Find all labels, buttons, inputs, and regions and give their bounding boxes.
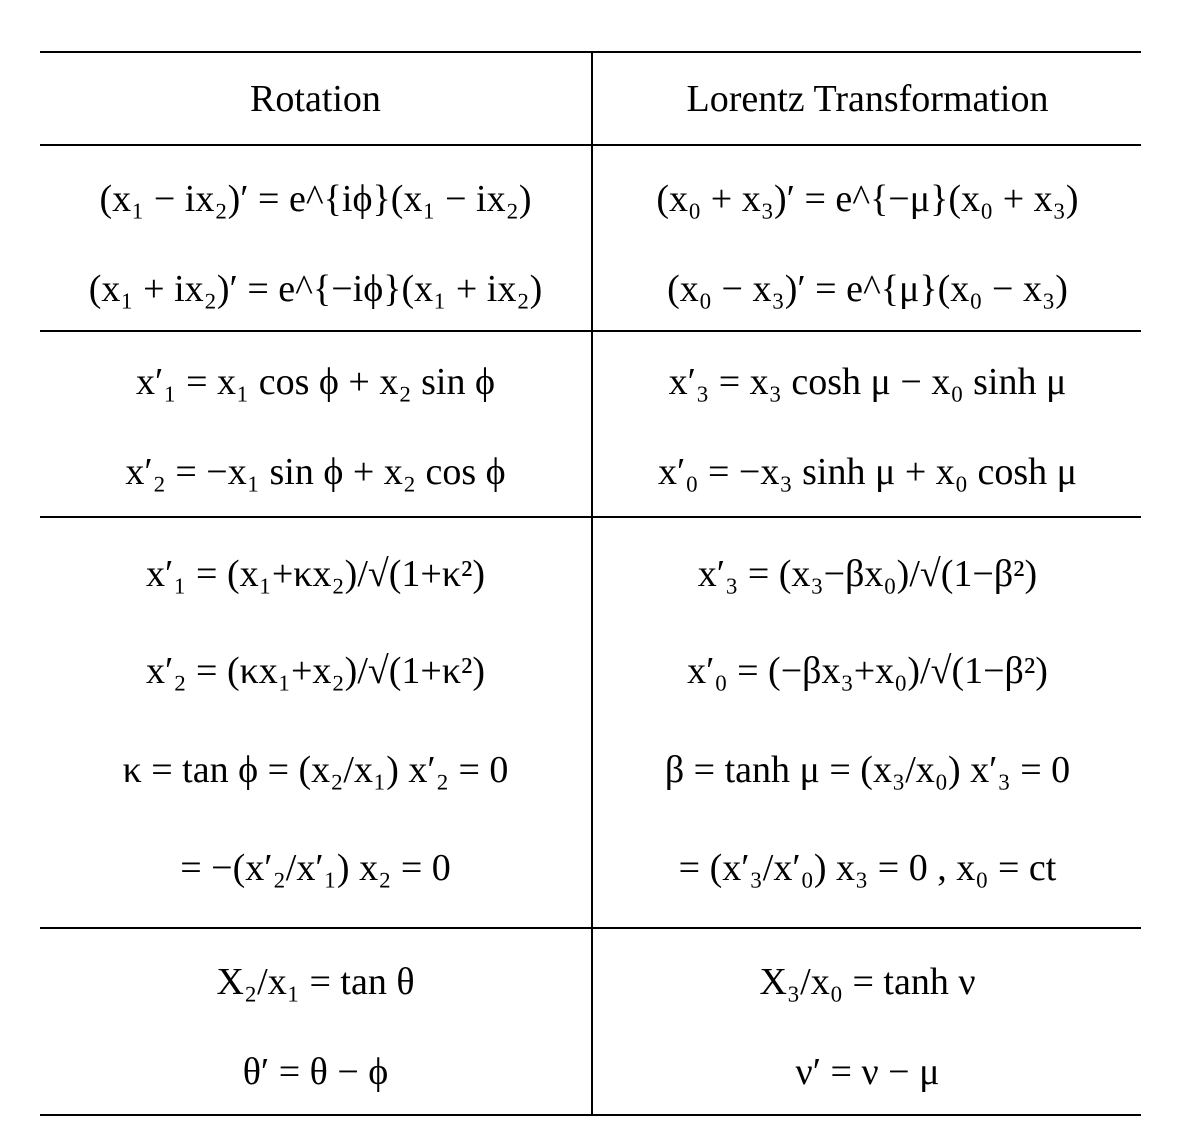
rotation-eq-kappa-alt <box>40 821 591 915</box>
lorentz-eq-x0prime-text: x′₀ = −x₃ sinh μ + x₀ cosh μ <box>657 451 1078 493</box>
lorentz-eq-x0prime <box>592 429 1143 515</box>
rotation-eq-x2prime <box>40 429 591 515</box>
rotation-eq-x2prime-kappa-text: x′₂ = (κx₁+x₂)/√(1+κ²) <box>145 650 486 692</box>
rotation-eq-complex-plus <box>40 246 591 332</box>
rotation-eq-x1prime-text: x′₁ = x₁ cos ϕ + x₂ sin ϕ <box>136 361 495 403</box>
lorentz-eq-lightcone-plus <box>592 156 1143 242</box>
lorentz-eq-x3prime-beta-text: x′₃ = (x₃−βx₀)/√(1−β²) <box>697 553 1038 595</box>
rotation-eq-complex-plus-text: (x₁ + ix₂)′ = e^{−iϕ}(x₁ + ix₂) <box>88 268 543 310</box>
lorentz-eq-lightcone-plus-text: (x₀ + x₃)′ = e^{−μ}(x₀ + x₃) <box>656 178 1079 220</box>
lorentz-eq-beta-alt-text: = (x′₃/x′₀) x₃ = 0 , x₀ = ct <box>678 847 1057 889</box>
rotation-eq-kappa-alt-text: = −(x′₂/x′₁) x₂ = 0 <box>180 847 451 889</box>
lorentz-eq-x3prime-text: x′₃ = x₃ cosh μ − x₀ sinh μ <box>668 361 1067 403</box>
lorentz-eq-x3prime-beta <box>592 529 1143 619</box>
lorentz-eq-nu-prime <box>592 1029 1143 1115</box>
rotation-eq-theta-prime-text: θ′ = θ − ϕ <box>242 1051 389 1093</box>
lorentz-eq-nu-text: X₃/x₀ = tanh ν <box>759 961 976 1003</box>
rotation-eq-x1prime-kappa <box>40 529 591 619</box>
lorentz-eq-beta-def <box>592 723 1143 817</box>
lorentz-eq-x3prime <box>592 339 1143 425</box>
lorentz-eq-lightcone-minus-text: (x₀ − x₃)′ = e^{μ}(x₀ − x₃) <box>667 268 1068 310</box>
rotation-eq-theta <box>40 939 591 1025</box>
rotation-eq-x2prime-kappa <box>40 626 591 716</box>
header-lorentz: Lorentz Transformation <box>686 77 1049 120</box>
rotation-eq-theta-prime <box>40 1029 591 1115</box>
lorentz-eq-x0prime-beta-text: x′₀ = (−βx₃+x₀)/√(1−β²) <box>687 650 1048 692</box>
rotation-eq-kappa-def <box>40 723 591 817</box>
header-rotation: Rotation <box>250 77 381 120</box>
rotation-eq-complex-minus <box>40 156 591 242</box>
comparison-table <box>40 51 1141 1116</box>
lorentz-eq-lightcone-minus <box>592 246 1143 332</box>
rotation-eq-theta-text: X₂/x₁ = tan θ <box>216 961 415 1003</box>
rotation-eq-x2prime-text: x′₂ = −x₁ sin ϕ + x₂ cos ϕ <box>125 451 506 493</box>
rotation-eq-kappa-def-text: κ = tan ϕ = (x₂/x₁) x′₂ = 0 <box>122 749 509 791</box>
rotation-eq-x1prime <box>40 339 591 425</box>
lorentz-eq-nu-prime-text: ν′ = ν − μ <box>795 1051 940 1093</box>
rotation-eq-x1prime-kappa-text: x′₁ = (x₁+κx₂)/√(1+κ²) <box>145 553 486 595</box>
rotation-eq-complex-minus-text: (x₁ − ix₂)′ = e^{iϕ}(x₁ − ix₂) <box>99 178 532 220</box>
lorentz-eq-beta-def-text: β = tanh μ = (x₃/x₀) x′₃ = 0 <box>664 749 1071 791</box>
lorentz-eq-x0prime-beta <box>592 626 1143 716</box>
lorentz-eq-beta-alt <box>592 821 1143 915</box>
lorentz-eq-nu <box>592 939 1143 1025</box>
